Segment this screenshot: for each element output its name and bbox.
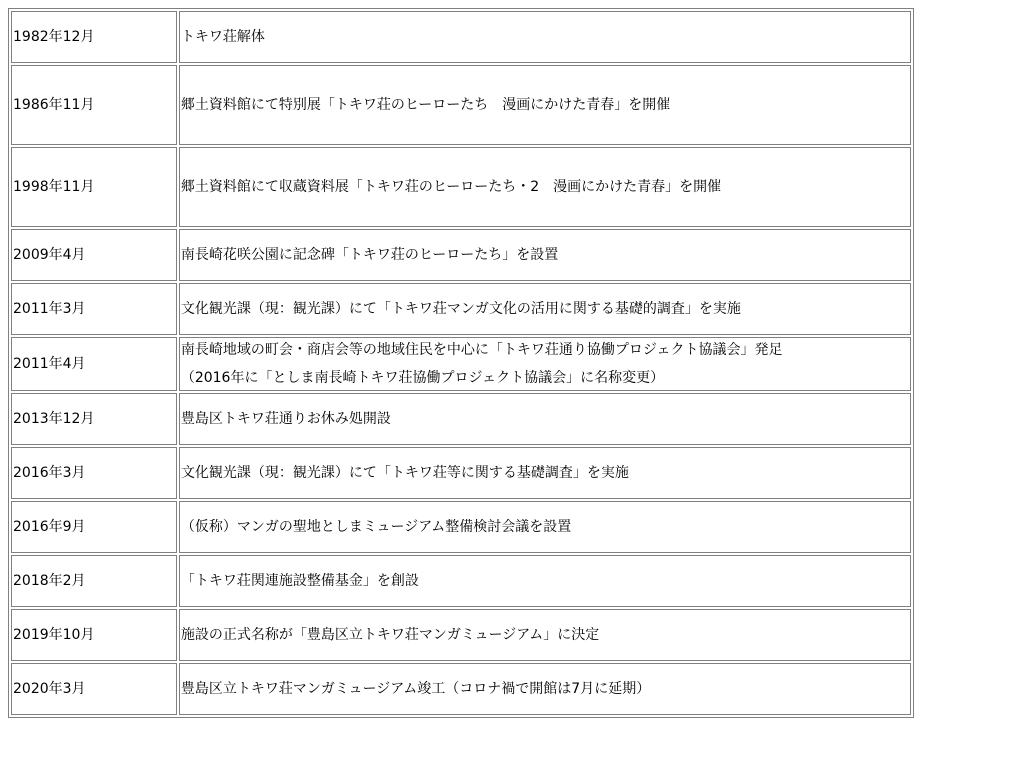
event-text: 郷土資料館にて特別展「トキワ荘のヒーローたち 漫画にかけた青春」を開催	[180, 97, 671, 113]
event-cell	[179, 501, 911, 553]
event-text: （仮称）マンガの聖地としまミュージアム整備検討会議を設置	[180, 519, 572, 535]
date-cell: 2016年9月	[11, 501, 177, 553]
table-row	[11, 609, 911, 661]
date-cell: 2013年12月	[11, 393, 177, 445]
table-row	[11, 337, 911, 391]
table-row	[11, 501, 911, 553]
table-row	[11, 229, 911, 281]
date-cell: 1982年12月	[11, 11, 177, 63]
event-text: （2016年に「としま南長崎トキワ荘協働プロジェクト協議会」に名称変更）	[180, 370, 665, 386]
event-cell	[179, 447, 911, 499]
event-text: 南長崎花咲公園に記念碑「トキワ荘のヒーローたち」を設置	[180, 247, 559, 263]
event-cell	[179, 337, 911, 391]
date-cell: 2009年4月	[11, 229, 177, 281]
event-cell	[179, 609, 911, 661]
date-cell: 2016年3月	[11, 447, 177, 499]
date-cell: 2011年4月	[11, 337, 177, 391]
table-row	[11, 393, 911, 445]
date-cell: 1986年11月	[11, 65, 177, 145]
event-cell	[179, 663, 911, 715]
table-row	[11, 147, 911, 227]
date-cell: 1998年11月	[11, 147, 177, 227]
history-table-body	[11, 11, 911, 715]
event-text: 文化観光課（現：観光課）にて「トキワ荘マンガ文化の活用に関する基礎的調査」を実施	[180, 301, 741, 317]
event-cell	[179, 65, 911, 145]
event-cell	[179, 229, 911, 281]
event-cell	[179, 393, 911, 445]
event-text: 施設の正式名称が「豊島区立トキワ荘マンガミュージアム」に決定	[180, 627, 600, 643]
date-cell: 2018年2月	[11, 555, 177, 607]
table-row	[11, 283, 911, 335]
history-table	[8, 8, 914, 718]
date-cell: 2020年3月	[11, 663, 177, 715]
event-text: 郷土資料館にて収蔵資料展「トキワ荘のヒーローたち・2 漫画にかけた青春」を開催	[180, 179, 722, 195]
date-cell: 2011年3月	[11, 283, 177, 335]
event-text: 南長崎地域の町会・商店会等の地域住民を中心に「トキワ荘通り協働プロジェクト協議会」発足	[180, 342, 783, 358]
event-cell	[179, 147, 911, 227]
table-row	[11, 65, 911, 145]
event-text: 豊島区立トキワ荘マンガミュージアム竣工（コロナ禍で開館は7月に延期）	[180, 681, 651, 697]
table-row	[11, 555, 911, 607]
event-text: トキワ荘解体	[180, 29, 265, 45]
table-row	[11, 663, 911, 715]
event-text: 豊島区トキワ荘通りお休み処開設	[180, 411, 391, 427]
event-text: 文化観光課（現：観光課）にて「トキワ荘等に関する基礎調査」を実施	[180, 465, 629, 481]
event-text: 「トキワ荘関連施設整備基金」を創設	[180, 573, 419, 589]
history-table-container	[8, 8, 914, 718]
event-cell	[179, 283, 911, 335]
table-row	[11, 447, 911, 499]
event-cell	[179, 11, 911, 63]
event-cell	[179, 555, 911, 607]
table-row	[11, 11, 911, 63]
date-cell: 2019年10月	[11, 609, 177, 661]
